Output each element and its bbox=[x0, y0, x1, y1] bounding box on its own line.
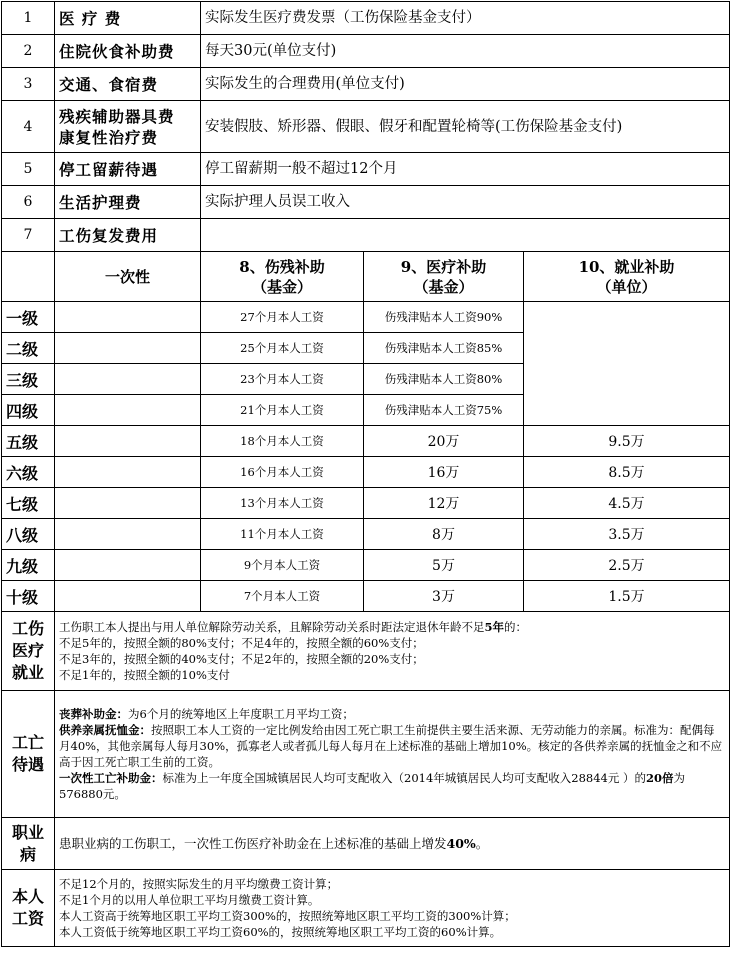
item-description: 实际护理人员误工收入 bbox=[201, 186, 730, 219]
item-name: 医 疗 费 bbox=[55, 2, 201, 35]
label-line: 待遇 bbox=[11, 755, 44, 774]
medical-value: 伤残津贴本人工资80% bbox=[364, 364, 524, 395]
item-name-line: 康复性治疗费 bbox=[59, 127, 159, 147]
employment-value: 9.5万 bbox=[524, 426, 730, 457]
label-line: 职业 bbox=[11, 822, 44, 842]
grade-row bbox=[2, 519, 730, 550]
grade-once-cell bbox=[55, 519, 201, 550]
item-name bbox=[55, 101, 201, 153]
item-name: 停工留薪待遇 bbox=[55, 153, 201, 186]
medical-value: 8万 bbox=[364, 519, 524, 550]
grade-once-cell bbox=[55, 333, 201, 364]
employment-header bbox=[524, 252, 730, 302]
item-description bbox=[201, 219, 730, 252]
grade-row bbox=[2, 550, 730, 581]
note-line: 不足12个月的，按照实际发生的月平均缴费工资计算； bbox=[59, 877, 339, 891]
once-header: 一次性 bbox=[55, 252, 201, 302]
note-text: 为576880元。 bbox=[59, 771, 686, 801]
item-description: 实际发生的合理费用(单位支付) bbox=[201, 68, 730, 101]
grade-row bbox=[2, 457, 730, 488]
employment-value: 3.5万 bbox=[524, 519, 730, 550]
item-number: 2 bbox=[2, 35, 55, 68]
label-line: 就业 bbox=[11, 663, 44, 682]
disability-value: 7个月本人工资 bbox=[201, 581, 364, 612]
note-line bbox=[59, 722, 725, 770]
grade-level: 八级 bbox=[2, 519, 55, 550]
note-text: 患职业病的工伤职工，一次性工伤医疗补助金在上述标准的基础上增发 bbox=[59, 835, 447, 851]
item-row bbox=[2, 186, 730, 219]
item-row bbox=[2, 2, 730, 35]
occupational-disease-row bbox=[2, 818, 730, 870]
grade-level: 九级 bbox=[2, 550, 55, 581]
item-row bbox=[2, 68, 730, 101]
employment-value: 4.5万 bbox=[524, 488, 730, 519]
grade-once-cell bbox=[55, 488, 201, 519]
item-name: 生活护理费 bbox=[55, 186, 201, 219]
medical-value: 伤残津贴本人工资75% bbox=[364, 395, 524, 426]
grade-once-cell bbox=[55, 581, 201, 612]
item-name-line: 残疾辅助器具费 bbox=[59, 106, 175, 126]
grade-level: 六级 bbox=[2, 457, 55, 488]
note-emphasis: 20倍 bbox=[646, 771, 674, 785]
disability-value: 25个月本人工资 bbox=[201, 333, 364, 364]
medical-header bbox=[364, 252, 524, 302]
grade-once-cell bbox=[55, 364, 201, 395]
grade-row bbox=[2, 302, 730, 333]
note-text: 的： bbox=[504, 620, 528, 634]
note-line: 不足3年的，按照全额的40%支付；不足2年的，按照全额的20%支付； bbox=[59, 652, 424, 666]
disability-value: 18个月本人工资 bbox=[201, 426, 364, 457]
note-line: 不足1个月的以用人单位职工平均月缴费工资计算。 bbox=[59, 893, 320, 907]
label-line: 工资 bbox=[11, 909, 44, 928]
item-description: 每天30元(单位支付) bbox=[201, 35, 730, 68]
label-line: 病 bbox=[19, 844, 36, 864]
disability-header bbox=[201, 252, 364, 302]
grade-once-cell bbox=[55, 457, 201, 488]
note-line bbox=[59, 619, 725, 635]
grade-level: 三级 bbox=[2, 364, 55, 395]
personal-wage-text bbox=[55, 870, 730, 947]
personal-wage-row bbox=[2, 870, 730, 947]
grade-level: 一级 bbox=[2, 302, 55, 333]
note-line: 不足5年的，按照全额的80%支付；不足4年的，按照全额的60%支付； bbox=[59, 636, 424, 650]
employment-header-title: 10、就业补助 bbox=[578, 257, 675, 276]
work-injury-benefits-table bbox=[1, 1, 730, 947]
note-emphasis: 40% bbox=[446, 835, 476, 851]
occupational-disease-text bbox=[55, 818, 730, 870]
grade-row bbox=[2, 426, 730, 457]
label-line: 工亡 bbox=[11, 733, 44, 752]
grade-once-cell bbox=[55, 395, 201, 426]
medical-value: 16万 bbox=[364, 457, 524, 488]
grade-row bbox=[2, 581, 730, 612]
note-line bbox=[59, 770, 725, 802]
injury-employment-text bbox=[55, 612, 730, 691]
disability-value: 21个月本人工资 bbox=[201, 395, 364, 426]
item-number: 7 bbox=[2, 219, 55, 252]
disability-value: 13个月本人工资 bbox=[201, 488, 364, 519]
disability-value: 9个月本人工资 bbox=[201, 550, 364, 581]
employment-value: 2.5万 bbox=[524, 550, 730, 581]
grade-level: 十级 bbox=[2, 581, 55, 612]
note-text: 标准为上一年度全国城镇居民人均可支配收入（2014年城镇居民人均可支配收入28844元 ）的 bbox=[162, 771, 647, 785]
grade-once-cell bbox=[55, 302, 201, 333]
grade-row bbox=[2, 488, 730, 519]
note-text: 工伤职工本人提出与用人单位解除劳动关系，且解除劳动关系时距法定退休年龄不足 bbox=[59, 620, 485, 634]
injury-employment-row bbox=[2, 612, 730, 691]
note-heading: 丧葬补助金： bbox=[59, 707, 128, 721]
note-line: 本人工资高于统筹地区职工平均工资300%的，按照统筹地区职工平均工资的300%计算； bbox=[59, 909, 516, 923]
item-number: 1 bbox=[2, 2, 55, 35]
medical-value: 伤残津贴本人工资90% bbox=[364, 302, 524, 333]
item-name: 交通、食宿费 bbox=[55, 68, 201, 101]
item-row bbox=[2, 219, 730, 252]
disability-value: 16个月本人工资 bbox=[201, 457, 364, 488]
note-line: 不足1年的，按照全额的10%支付 bbox=[59, 668, 230, 682]
item-row bbox=[2, 101, 730, 153]
death-benefits-label bbox=[2, 691, 55, 818]
note-text: 。 bbox=[475, 835, 489, 851]
medical-value: 伤残津贴本人工资85% bbox=[364, 333, 524, 364]
employment-blank-cell bbox=[524, 302, 730, 426]
item-description: 实际发生医疗费发票（工伤保险基金支付） bbox=[201, 2, 730, 35]
grade-level: 五级 bbox=[2, 426, 55, 457]
grade-once-cell bbox=[55, 426, 201, 457]
item-number: 3 bbox=[2, 68, 55, 101]
medical-value: 5万 bbox=[364, 550, 524, 581]
death-benefits-row bbox=[2, 691, 730, 818]
grade-level: 四级 bbox=[2, 395, 55, 426]
medical-value: 12万 bbox=[364, 488, 524, 519]
item-number: 5 bbox=[2, 153, 55, 186]
item-description: 安装假肢、矫形器、假眼、假牙和配置轮椅等(工伤保险基金支付) bbox=[201, 101, 730, 153]
label-line: 工伤 bbox=[11, 619, 44, 638]
header-corner bbox=[2, 252, 55, 302]
employment-value: 8.5万 bbox=[524, 457, 730, 488]
disability-value: 23个月本人工资 bbox=[201, 364, 364, 395]
death-benefits-text bbox=[55, 691, 730, 818]
item-row bbox=[2, 153, 730, 186]
disability-value: 11个月本人工资 bbox=[201, 519, 364, 550]
medical-value: 20万 bbox=[364, 426, 524, 457]
item-number: 4 bbox=[2, 101, 55, 153]
disability-header-title: 8、伤残补助 bbox=[239, 257, 325, 276]
item-number: 6 bbox=[2, 186, 55, 219]
label-line: 本人 bbox=[11, 887, 44, 906]
note-text: 按照职工本人工资的一定比例发给由因工死亡职工生前提供主要生活来源、无劳动能力的亲属。标准为：配偶每月40%，其他亲属每人每月30%，孤寡老人或者孤儿每人每月在上述标准的基础上增加10%。核定的各供养亲属的抚恤金之和不应高于因工死亡职工生前的工资。 bbox=[59, 723, 723, 769]
grade-level: 七级 bbox=[2, 488, 55, 519]
disability-header-source: （基金） bbox=[251, 277, 312, 296]
note-emphasis: 5年 bbox=[484, 620, 505, 634]
medical-header-title: 9、医疗补助 bbox=[400, 257, 487, 276]
occupational-disease-label bbox=[2, 818, 55, 870]
medical-header-source: （基金） bbox=[413, 277, 474, 296]
note-line bbox=[59, 706, 725, 722]
employment-value: 1.5万 bbox=[524, 581, 730, 612]
disability-value: 27个月本人工资 bbox=[201, 302, 364, 333]
grade-header-row bbox=[2, 252, 730, 302]
item-row bbox=[2, 35, 730, 68]
item-name: 住院伙食补助费 bbox=[55, 35, 201, 68]
label-line: 医疗 bbox=[11, 641, 44, 660]
note-text: 为6个月的统筹地区上年度职工月平均工资； bbox=[128, 707, 354, 721]
injury-employment-label bbox=[2, 612, 55, 691]
note-heading: 供养亲属抚恤金： bbox=[59, 723, 151, 737]
grade-once-cell bbox=[55, 550, 201, 581]
employment-header-source: （单位） bbox=[596, 277, 657, 296]
note-heading: 一次性工亡补助金： bbox=[59, 771, 163, 785]
item-description: 停工留薪期一般不超过12个月 bbox=[201, 153, 730, 186]
medical-value: 3万 bbox=[364, 581, 524, 612]
grade-level: 二级 bbox=[2, 333, 55, 364]
item-name: 工伤复发费用 bbox=[55, 219, 201, 252]
personal-wage-label bbox=[2, 870, 55, 947]
note-line: 本人工资低于统筹地区职工平均工资60%的，按照统筹地区职工平均工资的60%计算。 bbox=[59, 925, 502, 939]
